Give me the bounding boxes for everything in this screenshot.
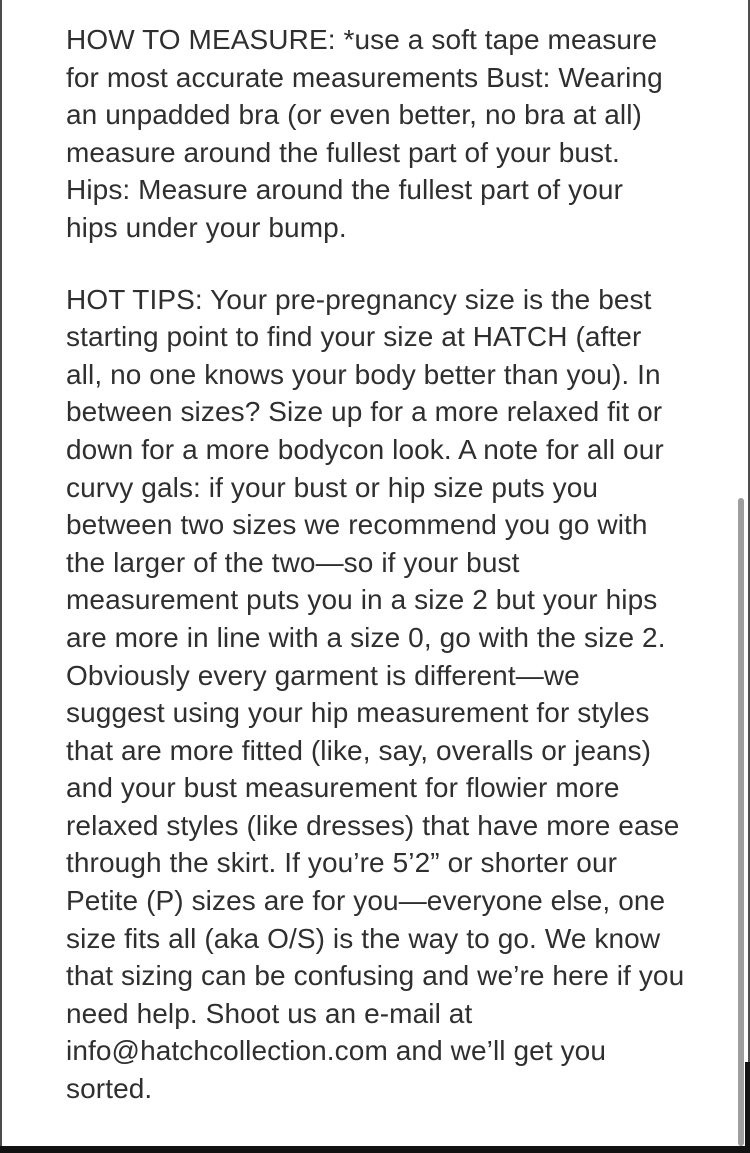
scrollbar-thumb[interactable] bbox=[738, 498, 744, 1146]
text-line: that are more fitted (like, say, overalls or jeans) bbox=[66, 734, 652, 766]
text-line: an unpadded bra (or even better, no bra at all) bbox=[66, 99, 642, 131]
text-line: HOW TO MEASURE: *use a soft tape measure bbox=[66, 24, 658, 55]
text-line: between two sizes we recommend you go with bbox=[66, 509, 648, 541]
text-line: Petite (P) sizes are for you—everyone else, one bbox=[66, 885, 666, 917]
right-frame-edge-dark bbox=[745, 1062, 750, 1153]
how-to-measure-paragraph bbox=[66, 21, 714, 247]
bottom-frame-edge bbox=[0, 1146, 750, 1153]
hot-tips-paragraph bbox=[66, 281, 714, 1108]
size-guide-text bbox=[66, 21, 714, 1108]
text-line: and your bust measurement for flowier more bbox=[66, 772, 620, 804]
text-line: HOT TIPS: Your pre-pregnancy size is the best bbox=[66, 283, 652, 315]
text-line: down for a more bodycon look. A note for all our bbox=[66, 433, 664, 465]
text-line: hips under your bump. bbox=[66, 211, 347, 243]
text-line: suggest using your hip measurement for styles bbox=[66, 697, 650, 729]
text-line: measure around the fullest part of your bust. bbox=[66, 136, 620, 168]
text-line: starting point to find your size at HATCH (after bbox=[66, 321, 642, 353]
text-line: Obviously every garment is different—we bbox=[66, 659, 580, 691]
text-line: curvy gals: if your bust or hip size puts you bbox=[66, 471, 599, 503]
text-line: that sizing can be confusing and we’re here if you bbox=[66, 960, 685, 992]
text-line: between sizes? Size up for a more relaxed fit or bbox=[66, 396, 663, 428]
text-line: Hips: Measure around the fullest part of your bbox=[66, 174, 624, 206]
left-frame-edge bbox=[0, 0, 2, 1153]
text-line: are more in line with a size 0, go with the size 2. bbox=[66, 621, 666, 653]
text-line: relaxed styles (like dresses) that have more ease bbox=[66, 809, 680, 841]
text-line: the larger of the two—so if your bust bbox=[66, 546, 520, 578]
text-line: through the skirt. If you’re 5’2” or shorter our bbox=[66, 847, 618, 879]
text-line: for most accurate measurements Bust: Wearing bbox=[66, 61, 663, 93]
text-line: sorted. bbox=[66, 1073, 153, 1105]
text-line: measurement puts you in a size 2 but your hips bbox=[66, 584, 658, 616]
text-line: size fits all (aka O/S) is the way to go. We know bbox=[66, 922, 661, 954]
text-line: info@hatchcollection.com and we’ll get you bbox=[66, 1035, 607, 1067]
text-line: all, no one knows your body better than you). In bbox=[66, 358, 661, 390]
text-line: need help. Shoot us an e-mail at bbox=[66, 997, 473, 1029]
